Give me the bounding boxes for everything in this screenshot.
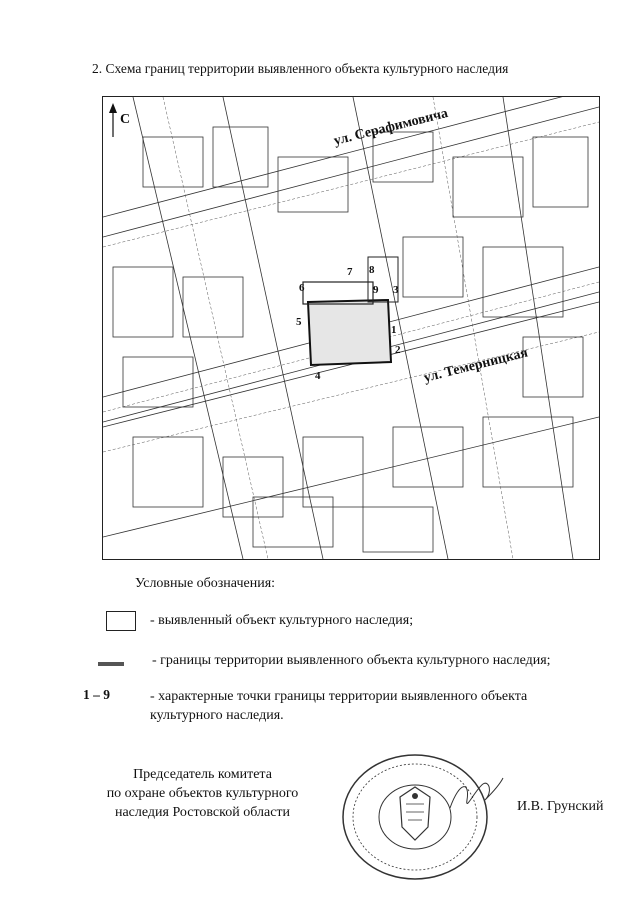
signer-title xyxy=(95,765,310,822)
boundary-point: 3 xyxy=(393,284,399,296)
street-label-north: ул. Серафимовича xyxy=(332,106,450,149)
boundary-point: 6 xyxy=(299,282,305,294)
boundary-point: 2 xyxy=(395,344,401,356)
legend-boundary-text: - границы территории выявленного объекта культурного наследия; xyxy=(152,653,551,668)
handwritten-signature-icon xyxy=(445,770,505,820)
boundary-point: 7 xyxy=(347,266,353,278)
legend-boundary-symbol xyxy=(98,662,124,666)
north-label: С xyxy=(120,112,131,127)
legend-points-text: - характерные точки границы территории выявленного объекта культурного наследия. xyxy=(150,689,528,723)
legend-object-symbol xyxy=(106,611,136,631)
boundary-point: 4 xyxy=(315,370,321,382)
signer-title-line: по охране объектов культурного xyxy=(106,786,299,801)
legend-title: Условные обозначения: xyxy=(135,576,276,591)
boundary-point: 1 xyxy=(391,324,397,336)
boundary-point: 5 xyxy=(296,316,302,328)
legend-object-text: - выявленный объект культурного наследия; xyxy=(150,613,414,628)
cadastral-map xyxy=(102,96,600,560)
street-label-south: ул. Темерницкая xyxy=(422,345,530,386)
signer-title-line: наследия Ростовской области xyxy=(114,805,291,820)
document-heading: 2. Схема границ территории выявленного объекта культурного наследия xyxy=(92,61,509,76)
signer-name: И.В. Грунский xyxy=(517,799,604,814)
signer-title-line: Председатель комитета xyxy=(133,767,272,782)
boundary-point: 8 xyxy=(369,264,375,276)
boundary-point: 9 xyxy=(373,284,379,296)
north-arrow-icon xyxy=(109,103,117,137)
legend-points-range: 1 – 9 xyxy=(83,687,110,702)
